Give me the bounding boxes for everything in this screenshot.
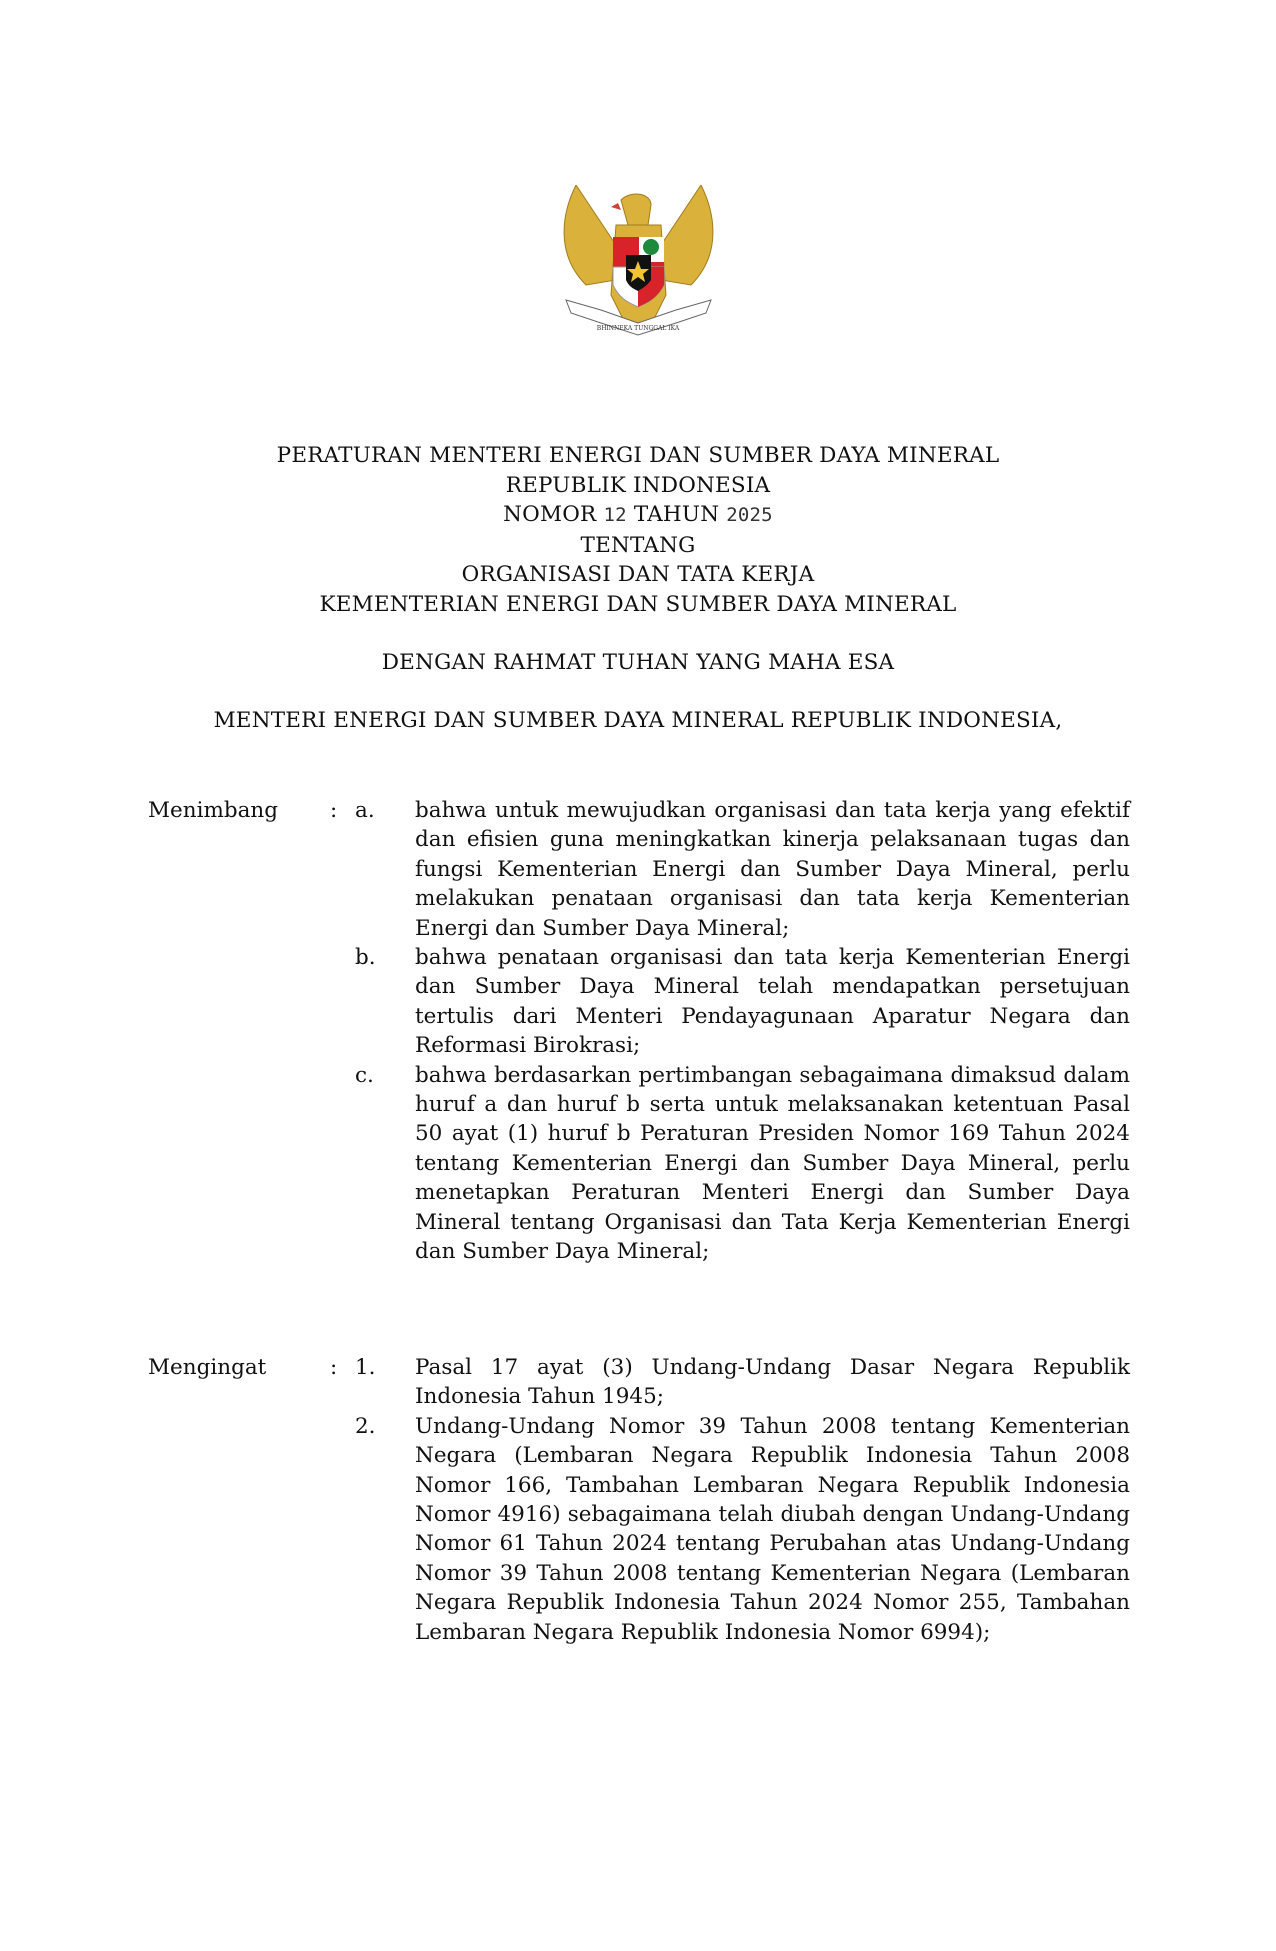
list-item <box>355 943 1130 1061</box>
item-text: bahwa berdasarkan pertimbangan sebagaimana dimaksud dalam huruf a dan huruf b serta untuk melaksanakan ketentuan Pasal 50 ayat (1) huruf b Peraturan Presiden Nomor 169 Tahun 2024 tentang Kementerian Energi dan Sumber Daya Mineral, perlu menetapkan Peraturan Menteri Energi dan Sumber Daya Mineral tentang Organisasi dan Tata Kerja Kementerian Energi dan Sumber Daya Mineral; <box>415 1062 1130 1265</box>
tentang-label: TENTANG <box>580 532 696 558</box>
item-text: bahwa untuk mewujudkan organisasi dan tata kerja yang efektif dan efisien guna meningkatkan kinerja pelaksanaan tugas dan fungsi Kementerian Energi dan Sumber Daya Mineral, perlu melakukan penataan organisasi dan tata kerja Kementerian Energi dan Sumber Daya Mineral; <box>415 798 1130 941</box>
item-text: Pasal 17 ayat (3) Undang-Undang Dasar Negara Republik Indonesia Tahun 1945; <box>415 1355 1130 1410</box>
list-item <box>355 796 1130 943</box>
colon: : <box>330 1355 338 1380</box>
item-marker: 1. <box>355 1355 376 1380</box>
regulation-title: PERATURAN MENTERI ENERGI DAN SUMBER DAYA MINERAL <box>276 443 1000 468</box>
subject-line-1: ORGANISASI DAN TATA KERJA <box>461 562 815 587</box>
list-item <box>355 1412 1130 1647</box>
item-marker: a. <box>355 798 375 823</box>
document-header <box>0 441 1276 619</box>
item-marker: 2. <box>355 1413 376 1439</box>
regulation-number: NOMOR 12 TAHUN 2025 <box>503 502 773 527</box>
menimbang-section <box>148 796 1130 1267</box>
item-marker: b. <box>355 945 376 971</box>
list-item <box>355 1061 1130 1267</box>
country-name: REPUBLIK INDONESIA <box>505 472 771 498</box>
item-marker: c. <box>355 1062 374 1088</box>
menimbang-label: Menimbang <box>148 798 279 823</box>
item-text: bahwa penataan organisasi dan tata kerja Kementerian Energi dan Sumber Daya Mineral telah mendapatkan persetujuan tertulis dari Menteri Pendayagunaan Aparatur Negara dan Reformasi Birokrasi; <box>415 945 1130 1059</box>
invocation: DENGAN RAHMAT TUHAN YANG MAHA ESA <box>381 650 895 675</box>
garuda-pancasila-emblem <box>556 185 721 345</box>
list-item <box>355 1353 1130 1412</box>
subject-line-2: KEMENTERIAN ENERGI DAN SUMBER DAYA MINERAL <box>319 591 957 617</box>
svg-text:BHINNEKA TUNGGAL IKA: BHINNEKA TUNGGAL IKA <box>596 325 680 332</box>
colon: : <box>330 798 338 823</box>
mengingat-label: Mengingat <box>148 1355 267 1380</box>
mengingat-section <box>148 1353 1130 1647</box>
authority: MENTERI ENERGI DAN SUMBER DAYA MINERAL REPUBLIK INDONESIA, <box>213 708 1063 733</box>
item-text: Undang-Undang Nomor 39 Tahun 2008 tentang Kementerian Negara (Lembaran Negara Republik Indonesia Tahun 2008 Nomor 166, Tambahan Lembaran Negara Republik Indonesia Nomor 4916) sebagaimana telah diubah dengan Undang-Undang Nomor 61 Tahun 2024 tentang Perubahan atas Undang-Undang Nomor 39 Tahun 2008 tentang Kementerian Negara (Lembaran Negara Republik Indonesia Tahun 2024 Nomor 255, Tambahan Lembaran Negara Republik Indonesia Nomor 6994); <box>415 1413 1130 1645</box>
